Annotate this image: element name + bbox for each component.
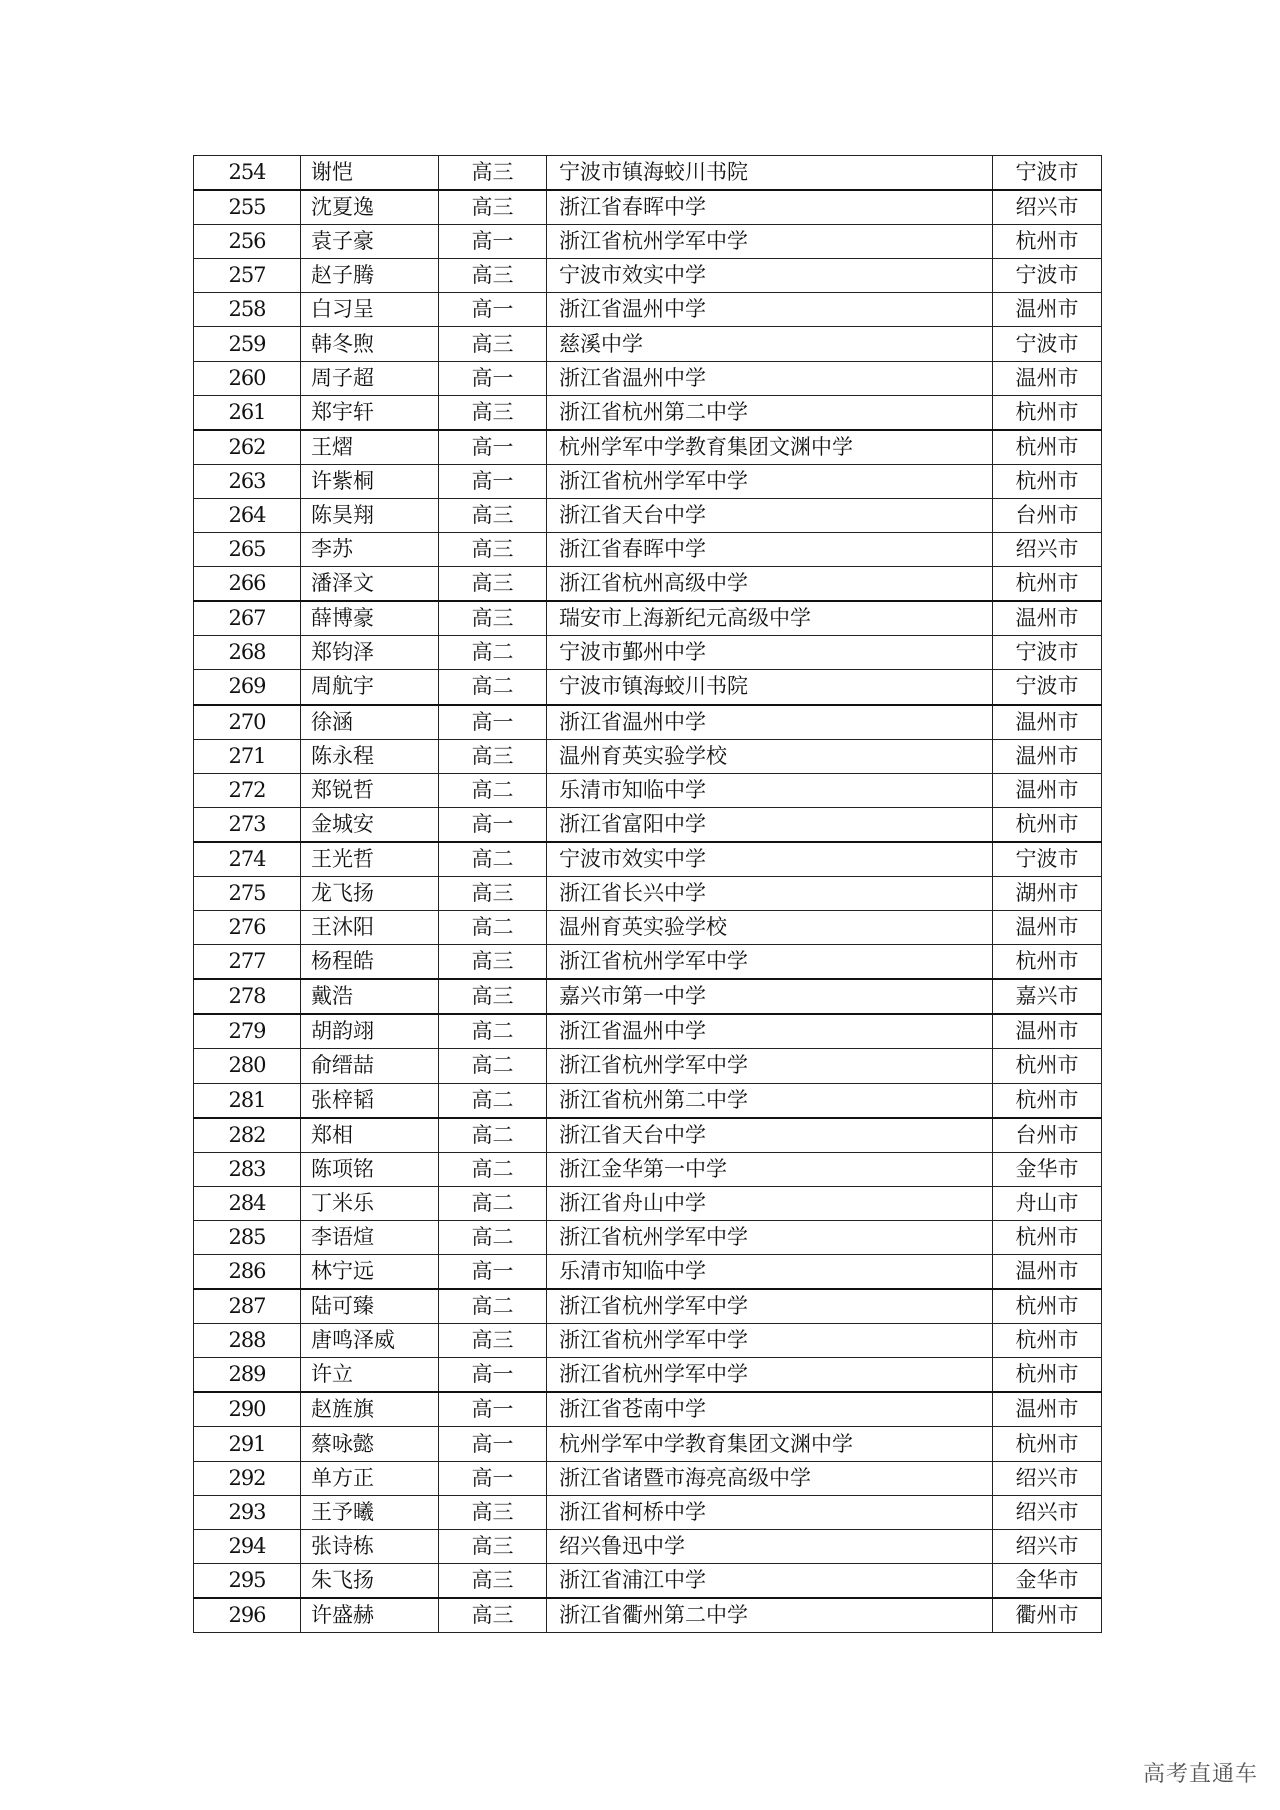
grade-cell: 高一 bbox=[439, 430, 547, 465]
table-row bbox=[194, 293, 1102, 327]
student-name-cell: 郑钧泽 bbox=[301, 636, 439, 670]
grade-cell: 高三 bbox=[439, 1495, 547, 1529]
city-cell: 杭州市 bbox=[993, 1049, 1102, 1083]
school-cell: 嘉兴市第一中学 bbox=[547, 979, 993, 1014]
school-cell: 浙江省杭州学军中学 bbox=[547, 1324, 993, 1358]
city-cell: 温州市 bbox=[993, 739, 1102, 773]
rank-number-cell: 282 bbox=[194, 1118, 301, 1153]
student-name-cell: 韩冬煦 bbox=[301, 327, 439, 361]
table-row bbox=[194, 1152, 1102, 1186]
table-row bbox=[194, 807, 1102, 842]
student-name-cell: 潘泽文 bbox=[301, 567, 439, 602]
school-cell: 浙江省温州中学 bbox=[547, 705, 993, 740]
student-name-cell: 陆可臻 bbox=[301, 1289, 439, 1324]
student-name-cell: 陈昊翔 bbox=[301, 498, 439, 532]
city-cell: 杭州市 bbox=[993, 945, 1102, 980]
student-name-cell: 丁米乐 bbox=[301, 1186, 439, 1220]
grade-cell: 高三 bbox=[439, 156, 547, 191]
city-cell: 宁波市 bbox=[993, 327, 1102, 361]
student-name-cell: 蔡咏懿 bbox=[301, 1427, 439, 1461]
grade-cell: 高一 bbox=[439, 705, 547, 740]
grade-cell: 高三 bbox=[439, 533, 547, 567]
city-cell: 杭州市 bbox=[993, 1427, 1102, 1461]
school-cell: 浙江省柯桥中学 bbox=[547, 1495, 993, 1529]
school-cell: 浙江省富阳中学 bbox=[547, 807, 993, 842]
student-name-cell: 张诗栋 bbox=[301, 1529, 439, 1563]
city-cell: 舟山市 bbox=[993, 1186, 1102, 1220]
roster-table-body bbox=[194, 156, 1102, 1633]
school-cell: 浙江省天台中学 bbox=[547, 498, 993, 532]
rank-number-cell: 285 bbox=[194, 1220, 301, 1254]
table-row bbox=[194, 705, 1102, 740]
student-name-cell: 徐涵 bbox=[301, 705, 439, 740]
table-row bbox=[194, 567, 1102, 602]
grade-cell: 高一 bbox=[439, 361, 547, 395]
city-cell: 温州市 bbox=[993, 601, 1102, 636]
city-cell: 杭州市 bbox=[993, 225, 1102, 259]
table-row bbox=[194, 601, 1102, 636]
school-cell: 浙江省舟山中学 bbox=[547, 1186, 993, 1220]
grade-cell: 高二 bbox=[439, 636, 547, 670]
student-name-cell: 龙飞扬 bbox=[301, 876, 439, 910]
table-row bbox=[194, 395, 1102, 430]
table-row bbox=[194, 1289, 1102, 1324]
rank-number-cell: 294 bbox=[194, 1529, 301, 1563]
student-name-cell: 王予曦 bbox=[301, 1495, 439, 1529]
grade-cell: 高二 bbox=[439, 1049, 547, 1083]
table-row bbox=[194, 670, 1102, 705]
table-row bbox=[194, 979, 1102, 1014]
student-name-cell: 谢恺 bbox=[301, 156, 439, 191]
table-row bbox=[194, 156, 1102, 191]
grade-cell: 高一 bbox=[439, 464, 547, 498]
grade-cell: 高二 bbox=[439, 1186, 547, 1220]
rank-number-cell: 268 bbox=[194, 636, 301, 670]
student-name-cell: 袁子豪 bbox=[301, 225, 439, 259]
rank-number-cell: 286 bbox=[194, 1255, 301, 1290]
grade-cell: 高三 bbox=[439, 979, 547, 1014]
student-name-cell: 杨程皓 bbox=[301, 945, 439, 980]
city-cell: 温州市 bbox=[993, 911, 1102, 945]
table-row bbox=[194, 327, 1102, 361]
city-cell: 杭州市 bbox=[993, 807, 1102, 842]
school-cell: 乐清市知临中学 bbox=[547, 773, 993, 807]
table-row bbox=[194, 739, 1102, 773]
school-cell: 宁波市镇海蛟川书院 bbox=[547, 156, 993, 191]
city-cell: 绍兴市 bbox=[993, 1495, 1102, 1529]
city-cell: 湖州市 bbox=[993, 876, 1102, 910]
student-name-cell: 郑相 bbox=[301, 1118, 439, 1153]
school-cell: 乐清市知临中学 bbox=[547, 1255, 993, 1290]
student-name-cell: 王熠 bbox=[301, 430, 439, 465]
student-name-cell: 李语煊 bbox=[301, 1220, 439, 1254]
city-cell: 台州市 bbox=[993, 498, 1102, 532]
rank-number-cell: 258 bbox=[194, 293, 301, 327]
rank-number-cell: 281 bbox=[194, 1083, 301, 1118]
rank-number-cell: 261 bbox=[194, 395, 301, 430]
student-name-cell: 唐鸣泽威 bbox=[301, 1324, 439, 1358]
city-cell: 温州市 bbox=[993, 1014, 1102, 1049]
table-row bbox=[194, 1255, 1102, 1290]
table-row bbox=[194, 1324, 1102, 1358]
grade-cell: 高二 bbox=[439, 842, 547, 877]
table-row bbox=[194, 1220, 1102, 1254]
rank-number-cell: 271 bbox=[194, 739, 301, 773]
rank-number-cell: 290 bbox=[194, 1392, 301, 1427]
grade-cell: 高三 bbox=[439, 1324, 547, 1358]
school-cell: 瑞安市上海新纪元高级中学 bbox=[547, 601, 993, 636]
grade-cell: 高三 bbox=[439, 739, 547, 773]
rank-number-cell: 267 bbox=[194, 601, 301, 636]
student-name-cell: 周航宇 bbox=[301, 670, 439, 705]
student-name-cell: 薛博豪 bbox=[301, 601, 439, 636]
school-cell: 浙江省长兴中学 bbox=[547, 876, 993, 910]
city-cell: 杭州市 bbox=[993, 395, 1102, 430]
student-name-cell: 赵旌旗 bbox=[301, 1392, 439, 1427]
rank-number-cell: 273 bbox=[194, 807, 301, 842]
rank-number-cell: 259 bbox=[194, 327, 301, 361]
grade-cell: 高二 bbox=[439, 670, 547, 705]
city-cell: 杭州市 bbox=[993, 1324, 1102, 1358]
city-cell: 宁波市 bbox=[993, 156, 1102, 191]
grade-cell: 高三 bbox=[439, 1563, 547, 1598]
student-name-cell: 金城安 bbox=[301, 807, 439, 842]
school-cell: 浙江金华第一中学 bbox=[547, 1152, 993, 1186]
grade-cell: 高二 bbox=[439, 1118, 547, 1153]
grade-cell: 高一 bbox=[439, 807, 547, 842]
rank-number-cell: 287 bbox=[194, 1289, 301, 1324]
grade-cell: 高二 bbox=[439, 1152, 547, 1186]
table-row bbox=[194, 636, 1102, 670]
grade-cell: 高一 bbox=[439, 225, 547, 259]
rank-number-cell: 262 bbox=[194, 430, 301, 465]
school-cell: 宁波市效实中学 bbox=[547, 842, 993, 877]
rank-number-cell: 272 bbox=[194, 773, 301, 807]
school-cell: 浙江省天台中学 bbox=[547, 1118, 993, 1153]
grade-cell: 高二 bbox=[439, 1083, 547, 1118]
rank-number-cell: 283 bbox=[194, 1152, 301, 1186]
table-row bbox=[194, 1529, 1102, 1563]
student-name-cell: 赵子腾 bbox=[301, 259, 439, 293]
city-cell: 嘉兴市 bbox=[993, 979, 1102, 1014]
rank-number-cell: 291 bbox=[194, 1427, 301, 1461]
city-cell: 杭州市 bbox=[993, 567, 1102, 602]
school-cell: 浙江省杭州学军中学 bbox=[547, 1049, 993, 1083]
student-name-cell: 戴浩 bbox=[301, 979, 439, 1014]
table-row bbox=[194, 533, 1102, 567]
city-cell: 绍兴市 bbox=[993, 533, 1102, 567]
grade-cell: 高一 bbox=[439, 1427, 547, 1461]
student-name-cell: 陈项铭 bbox=[301, 1152, 439, 1186]
rank-number-cell: 254 bbox=[194, 156, 301, 191]
rank-number-cell: 264 bbox=[194, 498, 301, 532]
rank-number-cell: 292 bbox=[194, 1461, 301, 1495]
rank-number-cell: 296 bbox=[194, 1598, 301, 1633]
table-row bbox=[194, 842, 1102, 877]
school-cell: 浙江省浦江中学 bbox=[547, 1563, 993, 1598]
student-name-cell: 白习呈 bbox=[301, 293, 439, 327]
student-name-cell: 俞缙喆 bbox=[301, 1049, 439, 1083]
rank-number-cell: 260 bbox=[194, 361, 301, 395]
student-name-cell: 许立 bbox=[301, 1358, 439, 1393]
grade-cell: 高二 bbox=[439, 1220, 547, 1254]
grade-cell: 高三 bbox=[439, 395, 547, 430]
school-cell: 慈溪中学 bbox=[547, 327, 993, 361]
grade-cell: 高一 bbox=[439, 293, 547, 327]
student-name-cell: 周子超 bbox=[301, 361, 439, 395]
watermark: 高考直通车 bbox=[1143, 1762, 1259, 1787]
city-cell: 绍兴市 bbox=[993, 1529, 1102, 1563]
rank-number-cell: 289 bbox=[194, 1358, 301, 1393]
grade-cell: 高三 bbox=[439, 945, 547, 980]
school-cell: 浙江省杭州学军中学 bbox=[547, 1289, 993, 1324]
grade-cell: 高三 bbox=[439, 190, 547, 225]
table-row bbox=[194, 876, 1102, 910]
city-cell: 绍兴市 bbox=[993, 1461, 1102, 1495]
school-cell: 浙江省杭州学军中学 bbox=[547, 464, 993, 498]
student-name-cell: 郑锐哲 bbox=[301, 773, 439, 807]
grade-cell: 高三 bbox=[439, 259, 547, 293]
city-cell: 杭州市 bbox=[993, 430, 1102, 465]
rank-number-cell: 274 bbox=[194, 842, 301, 877]
school-cell: 浙江省春晖中学 bbox=[547, 533, 993, 567]
grade-cell: 高一 bbox=[439, 1255, 547, 1290]
grade-cell: 高三 bbox=[439, 1529, 547, 1563]
city-cell: 杭州市 bbox=[993, 464, 1102, 498]
table-row bbox=[194, 259, 1102, 293]
table-row bbox=[194, 911, 1102, 945]
grade-cell: 高一 bbox=[439, 1461, 547, 1495]
city-cell: 温州市 bbox=[993, 773, 1102, 807]
student-name-cell: 郑宇轩 bbox=[301, 395, 439, 430]
rank-number-cell: 269 bbox=[194, 670, 301, 705]
rank-number-cell: 278 bbox=[194, 979, 301, 1014]
student-name-cell: 李苏 bbox=[301, 533, 439, 567]
student-name-cell: 朱飞扬 bbox=[301, 1563, 439, 1598]
rank-number-cell: 276 bbox=[194, 911, 301, 945]
grade-cell: 高一 bbox=[439, 1392, 547, 1427]
table-row bbox=[194, 1392, 1102, 1427]
school-cell: 温州育英实验学校 bbox=[547, 739, 993, 773]
city-cell: 温州市 bbox=[993, 705, 1102, 740]
school-cell: 浙江省温州中学 bbox=[547, 293, 993, 327]
school-cell: 浙江省杭州第二中学 bbox=[547, 395, 993, 430]
school-cell: 绍兴鲁迅中学 bbox=[547, 1529, 993, 1563]
table-row bbox=[194, 1014, 1102, 1049]
city-cell: 金华市 bbox=[993, 1563, 1102, 1598]
student-name-cell: 许盛赫 bbox=[301, 1598, 439, 1633]
grade-cell: 高一 bbox=[439, 1358, 547, 1393]
school-cell: 宁波市鄞州中学 bbox=[547, 636, 993, 670]
school-cell: 浙江省杭州第二中学 bbox=[547, 1083, 993, 1118]
city-cell: 绍兴市 bbox=[993, 190, 1102, 225]
city-cell: 温州市 bbox=[993, 361, 1102, 395]
city-cell: 温州市 bbox=[993, 1392, 1102, 1427]
grade-cell: 高三 bbox=[439, 601, 547, 636]
rank-number-cell: 270 bbox=[194, 705, 301, 740]
school-cell: 浙江省春晖中学 bbox=[547, 190, 993, 225]
student-name-cell: 陈永程 bbox=[301, 739, 439, 773]
grade-cell: 高二 bbox=[439, 773, 547, 807]
table-row bbox=[194, 1461, 1102, 1495]
rank-number-cell: 280 bbox=[194, 1049, 301, 1083]
rank-number-cell: 295 bbox=[194, 1563, 301, 1598]
school-cell: 宁波市镇海蛟川书院 bbox=[547, 670, 993, 705]
school-cell: 浙江省杭州学军中学 bbox=[547, 1220, 993, 1254]
school-cell: 宁波市效实中学 bbox=[547, 259, 993, 293]
student-name-cell: 林宁远 bbox=[301, 1255, 439, 1290]
school-cell: 浙江省苍南中学 bbox=[547, 1392, 993, 1427]
grade-cell: 高三 bbox=[439, 498, 547, 532]
table-row bbox=[194, 430, 1102, 465]
student-name-cell: 王沐阳 bbox=[301, 911, 439, 945]
school-cell: 杭州学军中学教育集团文渊中学 bbox=[547, 430, 993, 465]
rank-number-cell: 284 bbox=[194, 1186, 301, 1220]
city-cell: 金华市 bbox=[993, 1152, 1102, 1186]
table-row bbox=[194, 1358, 1102, 1393]
school-cell: 浙江省杭州学军中学 bbox=[547, 225, 993, 259]
rank-number-cell: 293 bbox=[194, 1495, 301, 1529]
student-name-cell: 王光哲 bbox=[301, 842, 439, 877]
table-row bbox=[194, 1049, 1102, 1083]
city-cell: 宁波市 bbox=[993, 636, 1102, 670]
rank-number-cell: 279 bbox=[194, 1014, 301, 1049]
school-cell: 浙江省衢州第二中学 bbox=[547, 1598, 993, 1633]
grade-cell: 高二 bbox=[439, 911, 547, 945]
rank-number-cell: 263 bbox=[194, 464, 301, 498]
city-cell: 杭州市 bbox=[993, 1358, 1102, 1393]
city-cell: 台州市 bbox=[993, 1118, 1102, 1153]
grade-cell: 高三 bbox=[439, 567, 547, 602]
city-cell: 温州市 bbox=[993, 1255, 1102, 1290]
student-name-cell: 张梓韬 bbox=[301, 1083, 439, 1118]
city-cell: 宁波市 bbox=[993, 259, 1102, 293]
city-cell: 宁波市 bbox=[993, 842, 1102, 877]
rank-number-cell: 266 bbox=[194, 567, 301, 602]
student-name-cell: 胡韵翊 bbox=[301, 1014, 439, 1049]
grade-cell: 高二 bbox=[439, 1014, 547, 1049]
student-name-cell: 沈夏逸 bbox=[301, 190, 439, 225]
grade-cell: 高二 bbox=[439, 1289, 547, 1324]
grade-cell: 高三 bbox=[439, 327, 547, 361]
city-cell: 宁波市 bbox=[993, 670, 1102, 705]
rank-number-cell: 257 bbox=[194, 259, 301, 293]
school-cell: 温州育英实验学校 bbox=[547, 911, 993, 945]
table-row bbox=[194, 190, 1102, 225]
school-cell: 浙江省杭州学军中学 bbox=[547, 945, 993, 980]
table-row bbox=[194, 1495, 1102, 1529]
table-row bbox=[194, 361, 1102, 395]
table-row bbox=[194, 1563, 1102, 1598]
school-cell: 浙江省温州中学 bbox=[547, 361, 993, 395]
table-row bbox=[194, 464, 1102, 498]
student-name-cell: 单方正 bbox=[301, 1461, 439, 1495]
city-cell: 衢州市 bbox=[993, 1598, 1102, 1633]
rank-number-cell: 256 bbox=[194, 225, 301, 259]
table-row bbox=[194, 1083, 1102, 1118]
city-cell: 杭州市 bbox=[993, 1220, 1102, 1254]
grade-cell: 高三 bbox=[439, 1598, 547, 1633]
table-row bbox=[194, 1427, 1102, 1461]
school-cell: 杭州学军中学教育集团文渊中学 bbox=[547, 1427, 993, 1461]
rank-number-cell: 288 bbox=[194, 1324, 301, 1358]
table-row bbox=[194, 945, 1102, 980]
table-row bbox=[194, 1598, 1102, 1633]
grade-cell: 高三 bbox=[439, 876, 547, 910]
city-cell: 杭州市 bbox=[993, 1289, 1102, 1324]
roster-table bbox=[193, 155, 1102, 1633]
table-row bbox=[194, 773, 1102, 807]
school-cell: 浙江省温州中学 bbox=[547, 1014, 993, 1049]
school-cell: 浙江省诸暨市海亮高级中学 bbox=[547, 1461, 993, 1495]
rank-number-cell: 277 bbox=[194, 945, 301, 980]
rank-number-cell: 255 bbox=[194, 190, 301, 225]
table-row bbox=[194, 1118, 1102, 1153]
student-name-cell: 许紫桐 bbox=[301, 464, 439, 498]
table-row bbox=[194, 225, 1102, 259]
city-cell: 杭州市 bbox=[993, 1083, 1102, 1118]
school-cell: 浙江省杭州学军中学 bbox=[547, 1358, 993, 1393]
city-cell: 温州市 bbox=[993, 293, 1102, 327]
table-row bbox=[194, 498, 1102, 532]
table-row bbox=[194, 1186, 1102, 1220]
rank-number-cell: 275 bbox=[194, 876, 301, 910]
school-cell: 浙江省杭州高级中学 bbox=[547, 567, 993, 602]
rank-number-cell: 265 bbox=[194, 533, 301, 567]
